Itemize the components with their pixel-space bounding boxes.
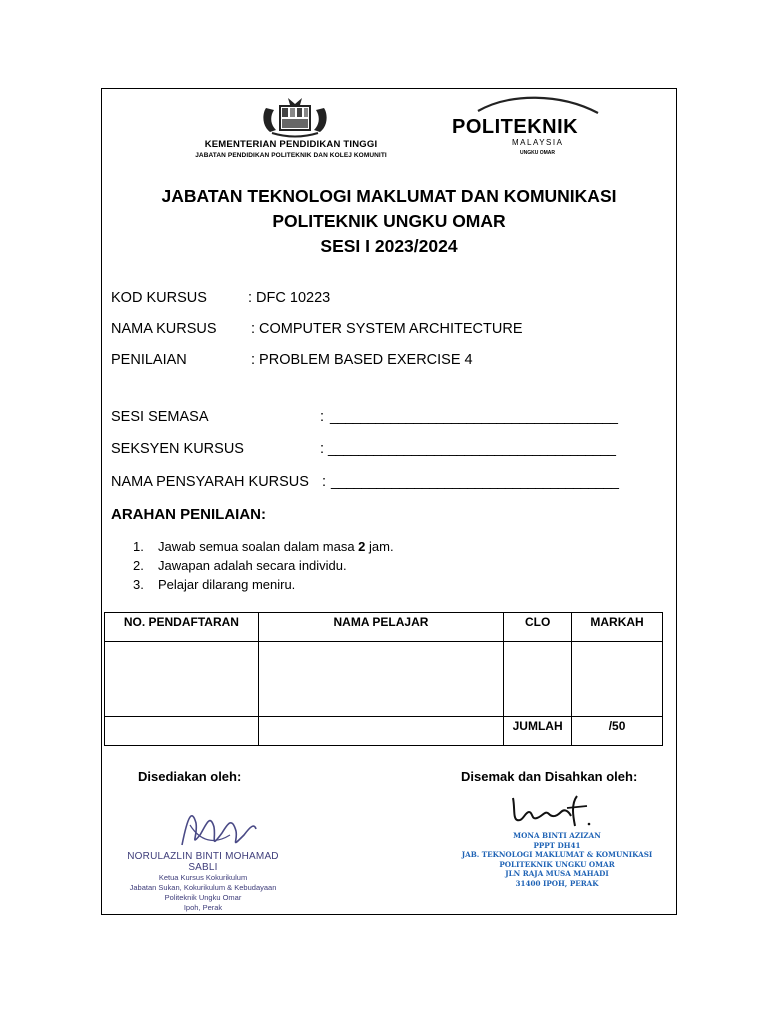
penilaian-label: PENILAIAN (111, 352, 187, 368)
cell-no-pendaftaran[interactable] (105, 642, 259, 717)
coat-of-arms-icon (258, 96, 332, 138)
marks-table (104, 612, 663, 746)
col-header-nama-pelajar: NAMA PELAJAR (258, 613, 503, 642)
pensyarah-blank[interactable]: ______________________________________ (331, 474, 619, 490)
logo-subtitle: MALAYSIA (512, 138, 564, 147)
instructions-list (133, 537, 394, 594)
sesi-semasa-colon: : (320, 409, 325, 425)
seksyen-kursus-colon: : (320, 441, 325, 457)
ministry-name: KEMENTERIAN PENDIDIKAN TINGGI (204, 139, 378, 150)
seksyen-kursus-label: SEKSYEN KURSUS (111, 441, 244, 457)
cell-empty (258, 717, 503, 746)
table-row (105, 642, 663, 717)
seksyen-kursus-blank[interactable]: ______________________________________ (328, 441, 616, 457)
cell-clo[interactable] (504, 642, 572, 717)
list-item: 1. Jawab semua soalan dalam masa 2 jam. (133, 539, 394, 554)
left-stamp: NORULAZLIN BINTI MOHAMAD SABLI Ketua Kursus Kokurikulum Jabatan Sukan, Kokurikulum & Kebudayaan Politeknik Ungku Omar Ipoh, Perak (118, 851, 288, 913)
table-header-row (105, 613, 663, 642)
right-stamp: MONA BINTI AZIZAN PPPT DH41 JAB. TEKNOLOGI MAKLUMAT & KOMUNIKASI POLITEKNIK UNGKU OMAR JLN RAJA MUSA MAHADI 31400 IPOH, PERAK (445, 831, 669, 889)
verified-by-label: Disemak dan Disahkan oleh: (461, 769, 638, 784)
cell-nama-pelajar[interactable] (258, 642, 503, 717)
title-session: SESI I 2023/2024 (320, 236, 458, 256)
col-header-clo: CLO (504, 613, 572, 642)
logo-campus: UNGKU OMAR (520, 150, 555, 156)
signature-right-icon (505, 794, 595, 830)
total-value: /50 (572, 717, 663, 746)
title-department: JABATAN TEKNOLOGI MAKLUMAT DAN KOMUNIKASI (161, 186, 617, 206)
document-title (101, 184, 677, 259)
pensyarah-colon: : (322, 474, 327, 490)
nama-kursus-label: NAMA KURSUS (111, 321, 217, 337)
sesi-semasa-blank[interactable]: ______________________________________ (330, 409, 618, 425)
prepared-by-label: Disediakan oleh: (138, 769, 242, 784)
left-stamp-name: NORULAZLIN BINTI MOHAMAD SABLI (127, 851, 279, 873)
table-total-row (105, 717, 663, 746)
kod-kursus-value: : DFC 10223 (248, 290, 331, 306)
kod-kursus-label: KOD KURSUS (111, 290, 207, 306)
col-header-markah: MARKAH (572, 613, 663, 642)
list-item: 3. Pelajar dilarang meniru. (133, 577, 296, 592)
signature-left-icon (170, 805, 260, 855)
politeknik-logo (450, 95, 610, 159)
right-stamp-name: MONA BINTI AZIZAN (513, 831, 601, 840)
col-header-no-pendaftaran: NO. PENDAFTARAN (105, 613, 259, 642)
total-label: JUMLAH (504, 717, 572, 746)
list-item: 2. Jawapan adalah secara individu. (133, 558, 347, 573)
pensyarah-label: NAMA PENSYARAH KURSUS (111, 474, 309, 490)
cell-empty (105, 717, 259, 746)
logo-wordmark: POLITEKNIK (452, 116, 579, 138)
cell-markah[interactable] (572, 642, 663, 717)
sesi-semasa-label: SESI SEMASA (111, 409, 209, 425)
instructions-title: ARAHAN PENILAIAN: (111, 506, 266, 523)
nama-kursus-value: : COMPUTER SYSTEM ARCHITECTURE (251, 321, 523, 337)
ministry-header (150, 139, 432, 161)
department-name: JABATAN PENDIDIKAN POLITEKNIK DAN KOLEJ KOMUNITI (195, 152, 387, 159)
penilaian-value: : PROBLEM BASED EXERCISE 4 (251, 352, 473, 368)
title-polytechnic: POLITEKNIK UNGKU OMAR (272, 211, 506, 231)
